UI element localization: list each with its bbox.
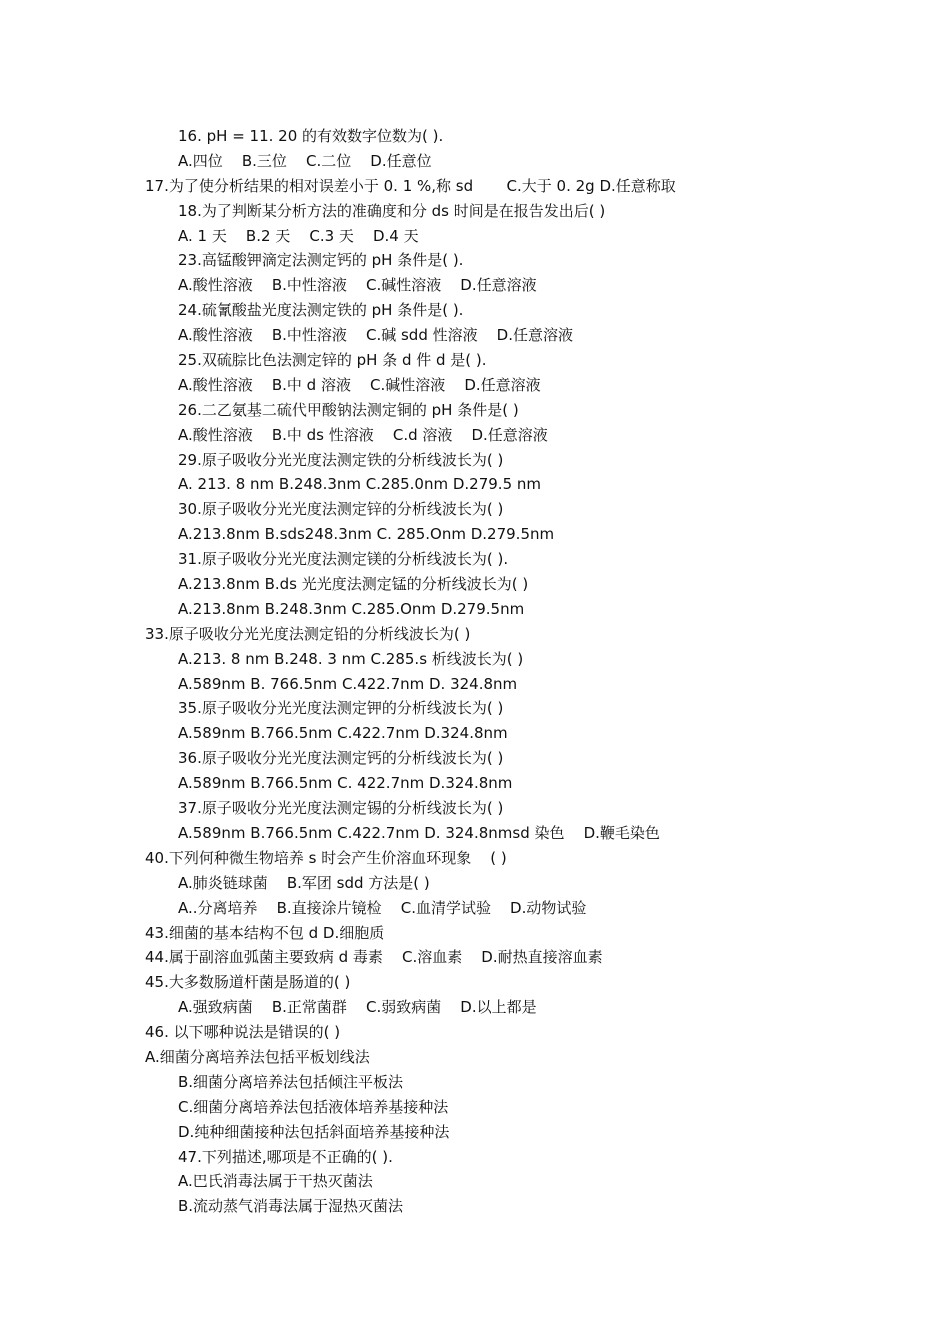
text-line: 43.细菌的基本结构不包 d D.细胞质: [145, 923, 385, 942]
text-line: D.纯种细菌接种法包括斜面培养基接种法: [178, 1122, 450, 1141]
text-line: A. 1 天 B.2 天 C.3 天 D.4 天: [178, 226, 419, 245]
text-line: A.巴氏消毒法属于干热灭菌法: [178, 1172, 373, 1191]
text-line: A.肺炎链球菌 B.军团 sdd 方法是( ): [178, 873, 430, 892]
text-line: B.流动蒸气消毒法属于湿热灭菌法: [178, 1197, 404, 1216]
text-line: C.细菌分离培养法包括液体培养基接种法: [178, 1097, 449, 1116]
text-line: 33.原子吸收分光光度法测定铅的分析线波长为( ): [145, 624, 471, 643]
text-line: 17.为了使分析结果的相对误差小于 0. 1 %,称 sd C.大于 0. 2g D.任意称取: [145, 176, 676, 195]
text-line: 18.为了判断某分析方法的准确度和分 ds 时间是在报告发出后( ): [178, 201, 606, 220]
text-line: 29.原子吸收分光光度法测定铁的分析线波长为( ): [178, 450, 504, 469]
text-line: 16. pH = 11. 20 的有效数字位数为( ).: [178, 127, 444, 145]
text-line: A.酸性溶液 B.中性溶液 C.碱性溶液 D.任意溶液: [178, 276, 537, 295]
text-line: A.213.8nm B.sds248.3nm C. 285.Onm D.279.5nm: [178, 525, 555, 544]
text-line: 35.原子吸收分光光度法测定钾的分析线波长为( ): [178, 699, 504, 718]
text-line: A..分离培养 B.直接涂片镜检 C.血清学试验 D.动物试验: [178, 898, 587, 917]
text-line: 36.原子吸收分光光度法测定钙的分析线波长为( ): [178, 749, 504, 768]
text-line: A. 213. 8 nm B.248.3nm C.285.0nm D.279.5 nm: [178, 475, 542, 494]
text-line: A.213.8nm B.248.3nm C.285.Onm D.279.5nm: [178, 599, 525, 618]
text-line: A.四位 B.三位 C.二位 D.任意位: [178, 151, 432, 170]
document-page: [0, 124, 950, 1219]
text-line: A.589nm B. 766.5nm C.422.7nm D. 324.8nm: [178, 674, 518, 693]
text-line: 24.硫氰酸盐光度法测定铁的 pH 条件是( ).: [178, 301, 464, 320]
text-line: 31.原子吸收分光光度法测定镁的分析线波长为( ).: [178, 550, 509, 569]
text-line: A.酸性溶液 B.中性溶液 C.碱 sdd 性溶液 D.任意溶液: [178, 326, 573, 345]
text-line: A.589nm B.766.5nm C.422.7nm D. 324.8nmsd 染色 D.鞭毛染色: [178, 823, 660, 842]
text-line: 23.高锰酸钾滴定法测定钙的 pH 条件是( ).: [178, 251, 464, 270]
text-line: B.细菌分离培养法包括倾注平板法: [178, 1072, 404, 1091]
text-line: 37.原子吸收分光光度法测定锡的分析线波长为( ): [178, 799, 504, 818]
text-line: A.589nm B.766.5nm C.422.7nm D.324.8nm: [178, 724, 508, 743]
text-line: A.强致病菌 B.正常菌群 C.弱致病菌 D.以上都是: [178, 998, 537, 1017]
text-line: A.细菌分离培养法包括平板划线法: [145, 1047, 370, 1066]
text-line: A.酸性溶液 B.中 ds 性溶液 C.d 溶液 D.任意溶液: [178, 425, 548, 444]
text-line: 45.大多数肠道杆菌是肠道的( ): [145, 973, 351, 992]
text-line: 44.属于副溶血弧菌主要致病 d 毒素 C.溶血素 D.耐热直接溶血素: [145, 948, 603, 967]
text-line: 47.下列描述,哪项是不正确的( ).: [178, 1147, 393, 1166]
text-line: 26.二乙氨基二硫代甲酸钠法测定铜的 pH 条件是( ): [178, 400, 519, 419]
text-line: A.213. 8 nm B.248. 3 nm C.285.s 析线波长为( ): [178, 649, 524, 668]
text-line: 46. 以下哪种说法是错误的( ): [145, 1023, 341, 1042]
text-line: A.酸性溶液 B.中 d 溶液 C.碱性溶液 D.任意溶液: [178, 375, 541, 394]
text-line: A.589nm B.766.5nm C. 422.7nm D.324.8nm: [178, 774, 513, 793]
text-line: A.213.8nm B.ds 光光度法测定锰的分析线波长为( ): [178, 575, 529, 594]
text-line: 40.下列何种微生物培养 s 时会产生价溶血环现象 ( ): [145, 848, 507, 867]
text-line: 30.原子吸收分光光度法测定锌的分析线波长为( ): [178, 500, 504, 519]
text-line: 25.双硫腙比色法测定锌的 pH 条 d 件 d 是( ).: [178, 351, 487, 370]
